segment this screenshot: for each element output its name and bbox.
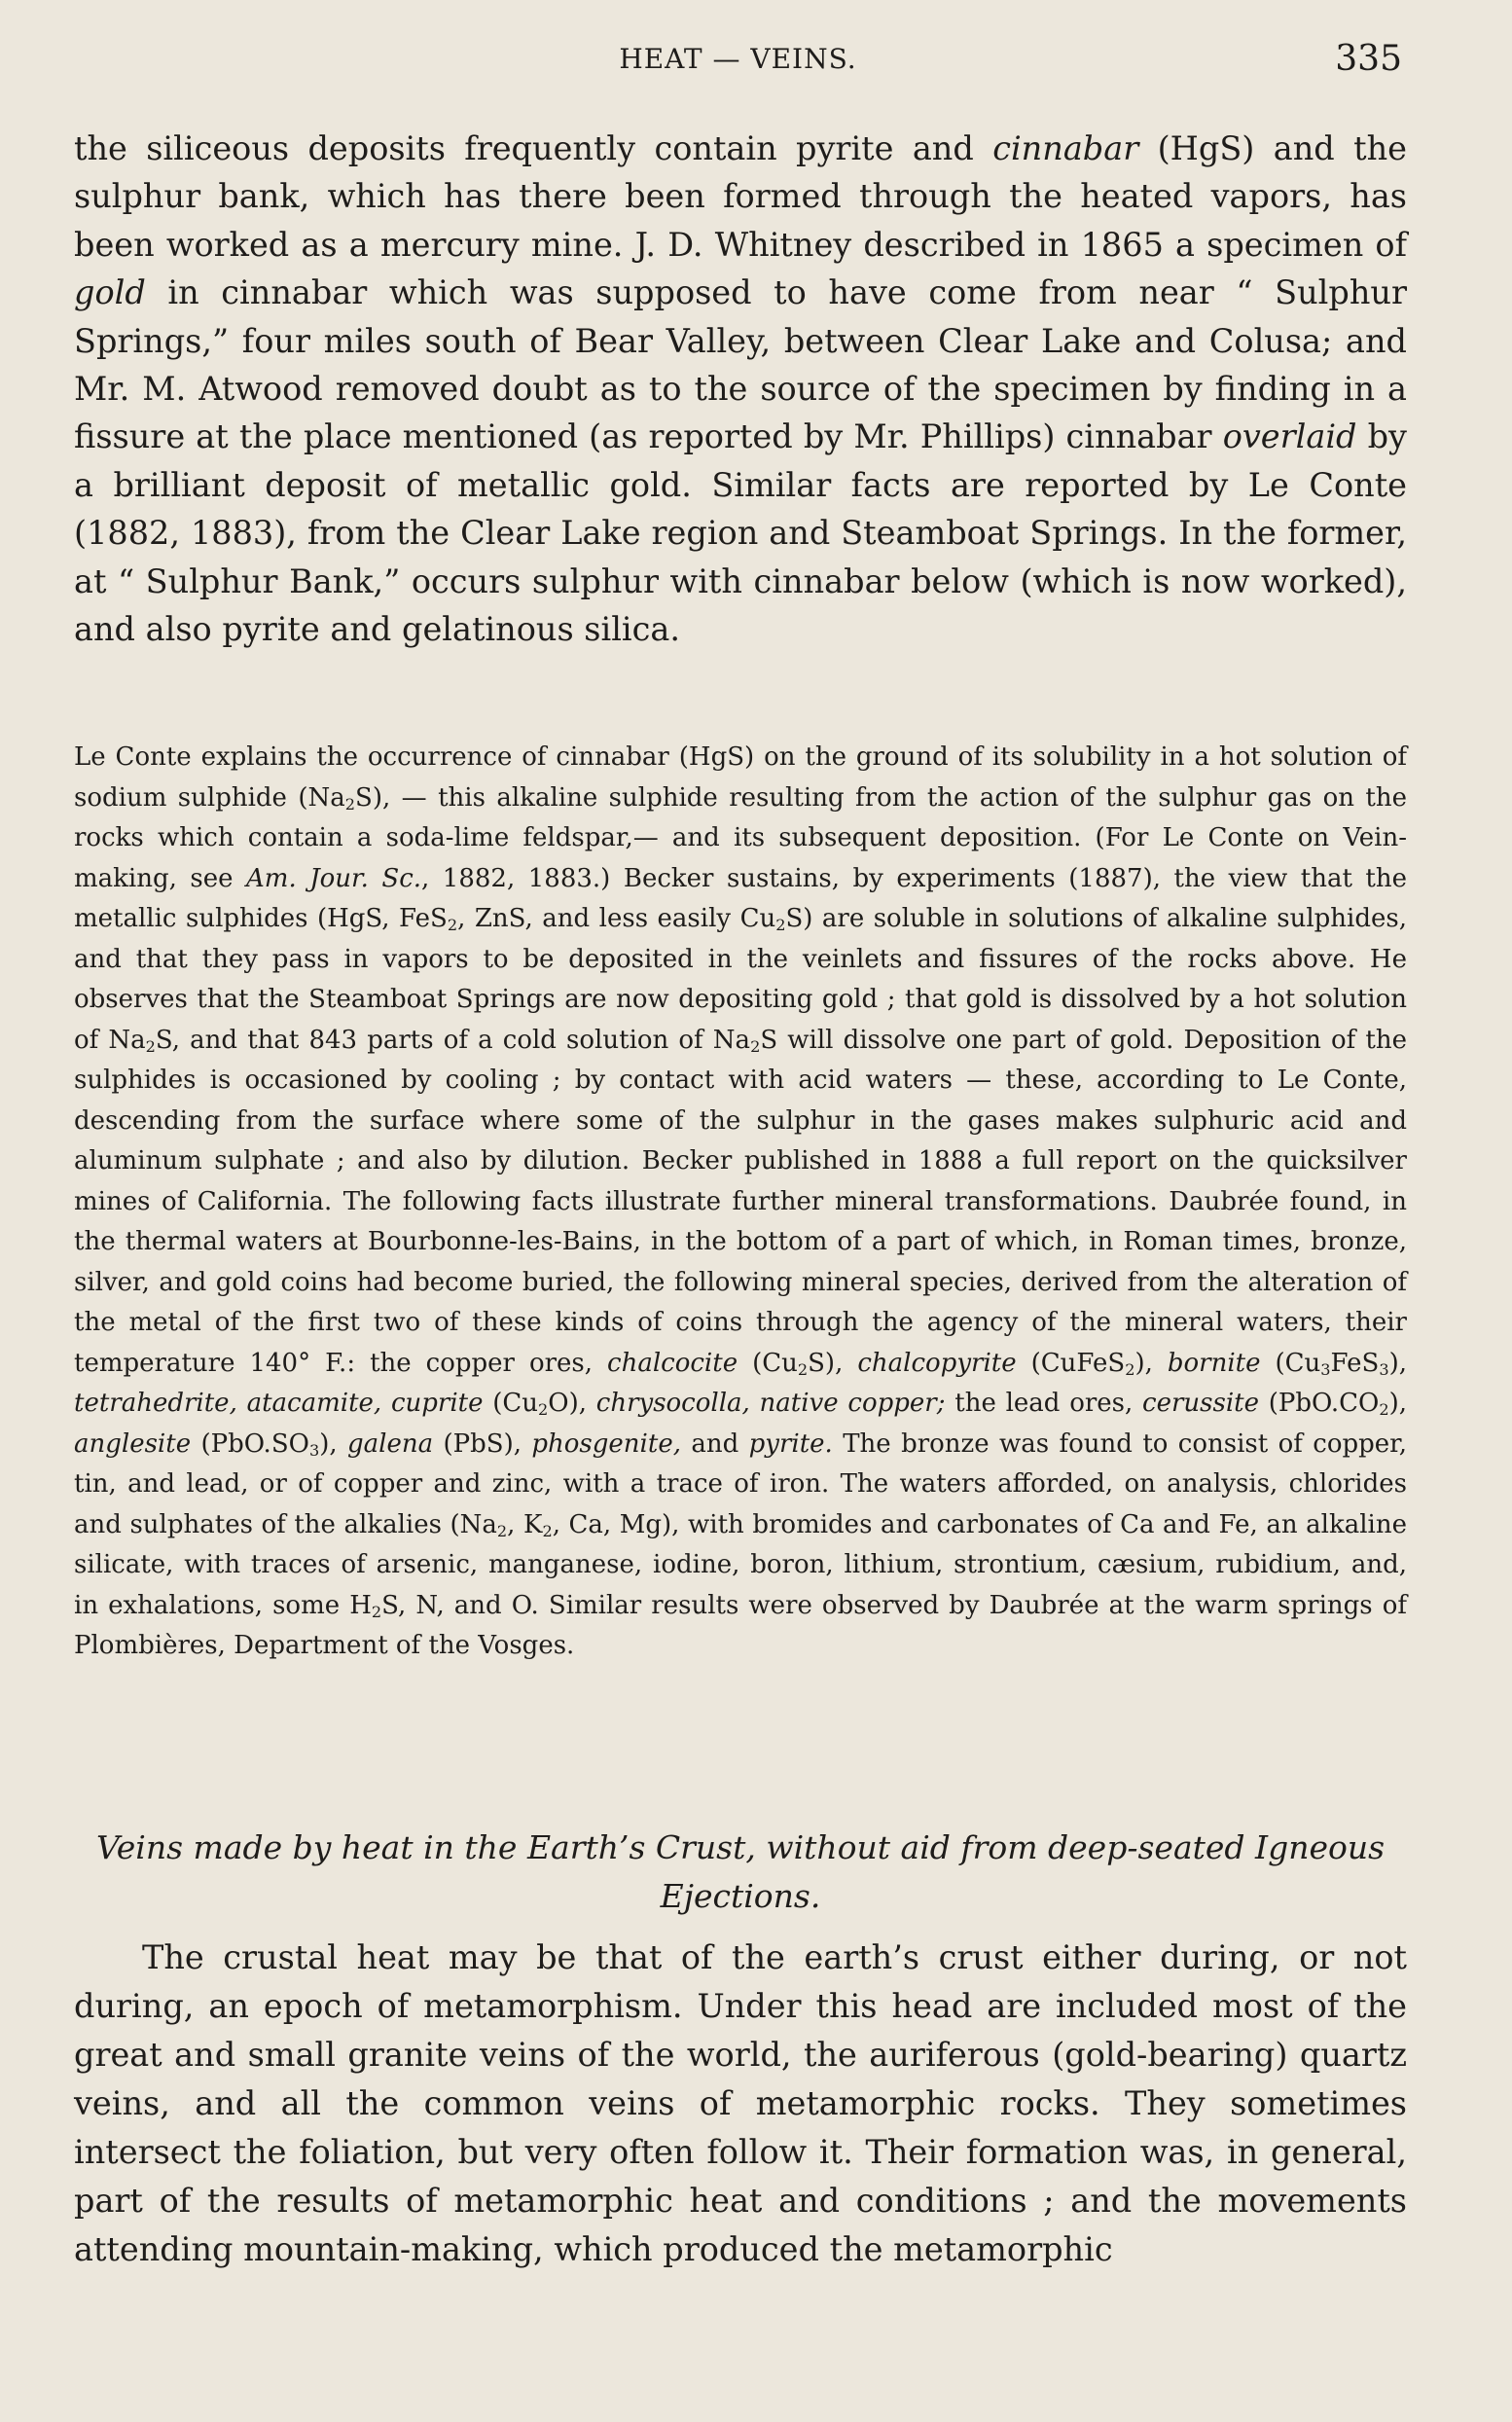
- running-head: [74, 39, 1402, 82]
- subscript: 2: [496, 1521, 508, 1540]
- text-run: the siliceous deposits frequently contain pyrite and: [74, 129, 993, 167]
- italic-term: Am. Jour. Sc.: [246, 863, 422, 893]
- text-run: (HgS) and the sulphur bank, which has there been formed through the heated vapors, has been worked as a mercury mine. J. D. Whitney described in 1865 a specimen of: [74, 129, 1407, 264]
- note-text: (PbO.SO: [191, 1428, 309, 1459]
- note-text: FeS: [1330, 1348, 1380, 1378]
- subscript: 2: [344, 794, 356, 813]
- note-text: , K: [507, 1509, 543, 1539]
- subscript: 2: [145, 1036, 156, 1056]
- note-text: O),: [548, 1389, 596, 1418]
- note-text: ),: [1134, 1348, 1168, 1378]
- italic-term: chrysocolla, native copper;: [595, 1389, 946, 1418]
- note-text: the lead ores,: [945, 1389, 1143, 1418]
- note-text: S), — this alkaline sulphide resulting from the action of the sulphur gas on the rocks which contain a soda-lime feldspar,— and its subsequent deposition. (For Le Conte on Vein-making, see: [74, 782, 1407, 893]
- subscript: 2: [1125, 1359, 1135, 1379]
- subscript: 2: [797, 1359, 809, 1379]
- italic-term: gold: [74, 273, 146, 312]
- subscript: 2: [542, 1521, 553, 1540]
- note-text: (PbS),: [433, 1428, 532, 1459]
- subscript: 2: [447, 916, 458, 935]
- section-paragraph: The crustal heat may be that of the earth’s crust either during, or not during, an epoch of metamorphism. Under this head are included most of the great and small granite veins of the world, the auriferous (gold-bearing) quartz veins, and all the common veins of metamorphic rocks. They sometimes intersect the foliation, but very often follow it. Their formation was, in general, part of the results of metamorphic heat and conditions ; and the movements attending mountain-making, which produced the metamorphic: [74, 1938, 1407, 2268]
- note-text: ),: [319, 1428, 348, 1459]
- section-heading: Veins made by heat in the Earth’s Crust, without aid from deep-seated Igneous Ejections.: [95, 1828, 1386, 1915]
- italic-term: chalcocite: [607, 1348, 738, 1378]
- running-title: HEAT — VEINS.: [619, 43, 857, 75]
- subscript: 2: [775, 916, 786, 935]
- italic-term: phosgenite,: [531, 1428, 681, 1459]
- note-text: (Cu: [1260, 1348, 1321, 1378]
- note-text: , Ca, Mg), with bromides and carbonates of Ca and Fe, an alkaline silicate, with traces of arsenic, manganese, iodine, boron, lithium, strontium, cæsium, rubidium, and, in exhalations, some H: [74, 1509, 1408, 1620]
- italic-term: cerussite: [1142, 1389, 1260, 1418]
- note-text: S will dissolve one part of gold. Deposition of the sulphides is occasioned by cooling ; by contact with acid waters — these, according to Le Conte, descending from the surface where some of the sulphur in the gases makes sulphuric acid and aluminum sulphate ; and also by dilution. Becker published in 1888 a full report on the quicksilver mines of California. The following facts illustrate further mineral transformations. Daubrée found, in the thermal waters at Bourbonne-les-Bains, in the bottom of a part of which, in Roman times, bronze, silver, and gold coins had become buried, the following mineral species, derived from the alteration of the metal of the first two of these kinds of coins through the agency of the mineral waters, their temperature 140° F.: the copper ores,: [74, 1025, 1407, 1378]
- note-text: (Cu: [738, 1348, 798, 1378]
- note-text: , ZnS, and less easily Cu: [457, 904, 776, 933]
- text-run: in cinnabar which was supposed to have come from near “ Sulphur Springs,” four miles south of Bear Valley, between Clear Lake and Colusa; and Mr. M. Atwood removed doubt as to the source of the specimen by finding in a fissure at the place mentioned (as reported by Mr. Phillips) cinnabar: [74, 273, 1407, 456]
- note-text: (Cu: [483, 1389, 539, 1418]
- note-text: The bronze was found to consist of copper, tin, and lead, or of copper and zinc, with a trace of iron. The waters afforded, on analysis, chlorides and sulphates of the alkalies (Na: [74, 1428, 1407, 1539]
- subscript: 3: [308, 1440, 320, 1460]
- note-text: ),: [1388, 1389, 1407, 1418]
- italic-term: chalcopyrite: [857, 1348, 1017, 1378]
- small-print-note: [74, 738, 1407, 1667]
- note-text: S),: [808, 1348, 858, 1378]
- note-text: and: [680, 1428, 749, 1459]
- note-text: Le Conte explains the occurrence of cinnabar (HgS) on the ground of its solubility in a hot solution of sodium sulphide (Na: [74, 742, 1407, 813]
- subscript: 3: [1320, 1359, 1331, 1379]
- italic-term: pyrite.: [748, 1428, 833, 1459]
- italic-term: bornite: [1167, 1348, 1261, 1378]
- note-text: (CuFeS: [1016, 1348, 1126, 1378]
- italic-term: anglesite: [74, 1428, 192, 1459]
- note-text: S) are soluble in solutions of alkaline sulphides, and that they pass in vapors to be deposited in the veinlets and fissures of the rocks above. He observes that the Steamboat Springs are now depositing gold ; that gold is dissolved by a hot solution of Na: [74, 904, 1407, 1055]
- italic-term: galena: [347, 1428, 434, 1459]
- subscript: 3: [1379, 1359, 1389, 1379]
- note-text: , 1882, 1883.) Becker sustains, by experiments (1887), the view that the metallic sulphides (HgS, FeS: [74, 863, 1407, 933]
- text-run: by a brilliant deposit of metallic gold. Similar facts are reported by Le Conte (1882, 1883), from the Clear Lake region and Steamboat Springs. In the former, at “ Sulphur Bank,” occurs sulphur with cinnabar below (which is now worked), and also pyrite and gelatinous silica.: [74, 417, 1407, 649]
- subscript: 2: [750, 1036, 761, 1056]
- note-text: S, N, and O. Similar results were observed by Daubrée at the warm springs of Plombières, Department of the Vosges.: [74, 1590, 1408, 1660]
- note-text: S, and that 843 parts of a cold solution of Na: [155, 1025, 751, 1055]
- paragraph-continuation: [74, 125, 1407, 653]
- note-text: ),: [1388, 1348, 1407, 1378]
- note-text: (PbO.CO: [1259, 1389, 1380, 1418]
- italic-term: cinnabar: [992, 129, 1139, 167]
- subscript: 2: [538, 1400, 549, 1420]
- italic-term: tetrahedrite, atacamite, cuprite: [74, 1389, 484, 1418]
- page-number: 335: [1335, 39, 1402, 79]
- subscript: 2: [1379, 1400, 1389, 1420]
- subscript: 2: [371, 1602, 382, 1621]
- italic-term: overlaid: [1222, 417, 1357, 456]
